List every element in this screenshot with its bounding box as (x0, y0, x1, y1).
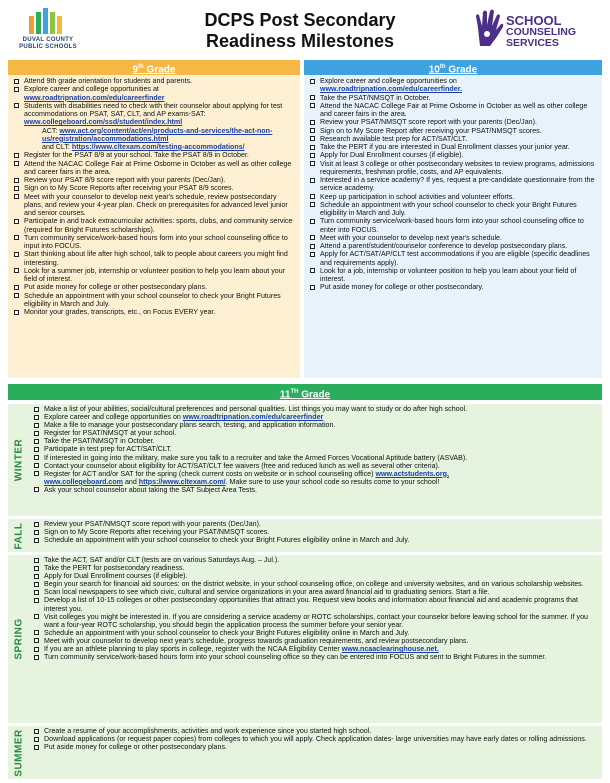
item-text: Review your PSAT/NMSQT score report with your parents (Dec/Jan). (320, 118, 537, 127)
season-label: SUMMER (13, 728, 25, 777)
item-text: Develop a list of 10-15 colleges or other postsecondary opportunities that attract you. Request view books and information about financial aid and academic programs that interest you. (44, 596, 578, 613)
logo-right-line2: COUNSELING (506, 26, 577, 38)
item-text: ACT: (42, 126, 58, 135)
item-text: Make a file to manage your postsecondary plans search, testing, and application information. (44, 421, 336, 430)
item-link[interactable]: www.act.org/content/act/en/products-and-services/the-act-non-us/registration/accommodations.html (42, 126, 273, 143)
season-spring (8, 555, 602, 723)
item-text: Apply for ACT/SAT/AP/CLT test accommodations if you are eligible (specific deadlines and requirements apply). (320, 250, 590, 267)
list-item (34, 637, 594, 645)
item-text: Participate in and track extracurricular activities: sports, clubs, and community service (required for Bright Futures scholarships). (24, 217, 293, 234)
season-label: SPRING (13, 618, 25, 660)
list-item (310, 127, 598, 135)
list-item (34, 520, 594, 528)
item-text: If you are an athlete planning to play sports in college, register with the NCAA Eligibility Center (44, 645, 340, 654)
item-text: Look for a job, internship or volunteer position to help you learn about your field of interest. (320, 266, 577, 283)
list-item (14, 292, 296, 309)
list-item (14, 77, 296, 85)
list-item (34, 629, 594, 637)
item-text: Take the PSAT/NMSQT in October. (320, 93, 431, 102)
list-item (310, 102, 598, 119)
item-text: Look for a summer job, internship or volunteer position to help you learn about your field of interest. (24, 266, 286, 283)
list-item (34, 536, 594, 544)
item-text: Explore career and college opportunities on (44, 413, 181, 422)
list-item (34, 653, 594, 661)
list-item (34, 588, 594, 596)
item-text: Attend a parent/student/counselor conference to develop postsecondary plans. (320, 242, 568, 250)
item-text: Sign on to My Score Report after receiving your PSAT/NMSQT scores. (320, 126, 542, 135)
list-item (310, 250, 598, 267)
list-item (14, 176, 296, 184)
item-text: Apply for Dual Enrollment courses (if eligible). (320, 151, 464, 160)
list-item (34, 613, 594, 629)
item-link[interactable]: https://www.cltexam.com/testing-accommodations/ (71, 143, 245, 151)
item-text: Students with disabilities need to check with their counselor about applying for test accommodations on PSAT, SAT, CLT, and AP exams-SAT: (24, 101, 283, 118)
item-text: Put aside money for college or other postsecondary. (320, 283, 484, 292)
item-text: Make a list of your abilities, social/cultural preferences and personal qualities. List things you may want to study or do after high school. (44, 405, 468, 413)
list-item (34, 429, 594, 437)
hand-icon (472, 8, 506, 48)
title-line1: DCPS Post Secondary (204, 10, 396, 30)
item-link[interactable]: www.roadtripnation.com/edu/careerfinder. (320, 85, 463, 94)
list-item (34, 454, 594, 462)
item-text: Ask your school counselor about taking the SAT Subject Area Tests. (44, 485, 257, 494)
list-item (34, 735, 594, 743)
item-text: Research available test prep for ACT/SAT/CLT. (320, 134, 468, 143)
list-item (14, 250, 296, 267)
logo-right-line1: SCHOOL (506, 13, 562, 28)
tenth-grade-panel (304, 60, 602, 378)
list-item (34, 727, 594, 735)
list-item (14, 193, 296, 218)
item-text: Explore career and college opportunities at (24, 85, 159, 94)
item-text: Attend the NACAC College Fair at Prime Osborne in October as well as other college and career fairs in the area. (320, 101, 588, 118)
item-link[interactable]: www.collegeboard.com/ssd/student/index.html (24, 118, 183, 127)
list-item (310, 160, 598, 177)
list-item (310, 193, 598, 201)
item-text: Review your PSAT 8/9 score report with your parents (Dec/Jan). (24, 176, 226, 184)
item-text: Apply for Dual Enrollment courses (if eligible). (44, 572, 188, 581)
season-label: FALL (13, 522, 25, 549)
list-item (34, 462, 594, 470)
list-item (34, 572, 594, 580)
item-text: Interested in a service academy? If yes, request a pre-candidate questionnaire from the service academy. (320, 176, 595, 193)
item-text: Create a resume of your accomplishments, activities and work experience since you started high school. (44, 727, 372, 735)
tenth-grade-list (304, 75, 602, 292)
list-item (34, 528, 594, 536)
item-text: Put aside money for college or other postsecondary plans. (44, 743, 227, 752)
season-list (34, 405, 594, 494)
season-list (34, 520, 594, 544)
logo-right-line3: SERVICES (506, 37, 559, 49)
list-item (14, 184, 296, 192)
list-item (34, 486, 594, 494)
list-item (14, 283, 296, 291)
list-item (34, 470, 594, 478)
list-item (34, 645, 594, 653)
item-text: Schedule an appointment with your school counselor to check your Bright Futures eligibility in March and July. (320, 200, 577, 217)
list-item (310, 143, 598, 151)
item-text: If interested in going into the military, make sure you talk to a recruiter and take the Armed Forces Vocational Aptitude battery (ASVAB). (44, 453, 468, 462)
season-fall (8, 519, 602, 552)
season-winter (8, 404, 602, 516)
item-text: Schedule an appointment with your school counselor to check your Bright Futures eligibility online in March and July. (44, 536, 410, 545)
logo-text-line1: DUVAL COUNTY (22, 37, 74, 43)
item-text: Turn community service/work-based hours form into your school counseling office so they can be entered into FOCUS and sent to Bright Futures in the summer. (44, 653, 547, 662)
dcps-logo (18, 6, 78, 52)
list-item (310, 234, 598, 242)
title-line2: Readiness Milestones (205, 31, 395, 51)
item-text: Register for the PSAT 8/9 at your school. Take the PSAT 8/9 in October. (24, 151, 249, 160)
item-text: Sign on to My Score Reports after receiving your PSAT/NMSQT scores. (44, 528, 270, 537)
list-item (34, 445, 594, 453)
item-text: Visit colleges you might be interested in. If you are considering a service academy or ROTC scholarships, contact your counselor before leaving school for the summer. If you want a four-year ROTC scholarship, you should begin the application process the summer before your senior year. (44, 612, 588, 629)
item-text: and (122, 477, 139, 486)
ninth-grade-panel (8, 60, 300, 378)
list-item (34, 421, 594, 429)
list-item (34, 743, 594, 751)
list-item (310, 283, 598, 291)
item-text: Take the PERT for postsecondary readiness. (44, 564, 185, 573)
season-summer (8, 726, 602, 779)
list-item (310, 217, 598, 234)
list-item (34, 580, 594, 588)
list-item (34, 405, 594, 413)
list-item (34, 437, 594, 445)
list-item (34, 478, 594, 486)
item-text: Attend the NACAC College Fair at Prime Osborne in October as well as other college and career fairs in the area. (24, 159, 292, 176)
item-link[interactable]: www.roadtripnation.com/edu/careerfinder (24, 93, 165, 102)
list-item (14, 160, 296, 177)
list-item (34, 596, 594, 612)
item-link[interactable]: www.ncaaclearinghouse.net. (341, 645, 439, 654)
season-list (34, 727, 594, 751)
list-item (14, 234, 296, 251)
list-item (14, 267, 296, 284)
item-text: . Make sure to use your school code so results come to your school! (225, 477, 440, 486)
list-item (310, 151, 598, 159)
eleventh-grade-heading: 11TH Grade (8, 384, 602, 400)
list-item (14, 127, 296, 144)
list-item (14, 102, 296, 127)
list-item (310, 201, 598, 218)
item-text: Review your PSAT/NMSQT score report with your parents (Dec/Jan). (44, 520, 261, 528)
page-title (150, 10, 450, 52)
item-text: Turn community service/work-based hours form into your school counseling office to input into FOCUS. (24, 233, 288, 250)
item-text: Turn community service/work-based hours form into your school counseling office to enter into FOCUS. (320, 217, 584, 234)
item-text: Meet with your counselor to develop next year's schedule. (320, 233, 502, 242)
school-counseling-logo (472, 6, 606, 52)
season-label: WINTER (13, 438, 25, 482)
dcps-logo-text (18, 37, 78, 51)
season-list (34, 556, 594, 661)
list-item (14, 151, 296, 159)
item-text: Take the ACT, SAT and/or CLT (tests are on various Saturdays Aug. – Jul.). (44, 556, 280, 564)
list-item (310, 135, 598, 143)
item-text: Schedule an appointment with your school counselor to check your Bright Futures eligibility in March and July. (24, 291, 281, 308)
list-item (34, 564, 594, 572)
item-text: Monitor your grades, transcripts, etc., on Focus EVERY year. (24, 308, 216, 316)
list-item (14, 143, 296, 151)
list-item (34, 556, 594, 564)
ninth-grade-list (8, 75, 300, 316)
list-item (310, 77, 598, 94)
item-link[interactable]: www.actstudents.org, (375, 469, 449, 478)
ninth-grade-heading: 9th Grade (8, 60, 300, 75)
list-item (34, 413, 594, 421)
item-text: and CLT: (42, 143, 70, 151)
item-text: Participate in test prep for ACT/SAT/CLT. (44, 445, 172, 454)
list-item (310, 242, 598, 250)
header (0, 0, 610, 56)
item-text: Explore career and college opportunities on (320, 77, 457, 85)
item-text: Register for PSAT/NMSQT at your school. (44, 429, 177, 438)
item-text: Attend 9th grade orientation for students and parents. (24, 77, 192, 85)
school-counseling-logo-text (506, 14, 606, 49)
list-item (14, 217, 296, 234)
item-text: Begin your search for financial aid sources: on the district website, in your school counseling office, on college and university websites, and on various scholarship websites. (44, 580, 584, 589)
tenth-grade-heading: 10th Grade (304, 60, 602, 75)
item-text: Keep up participation in school activities and volunteer efforts. (320, 192, 515, 201)
list-item (310, 176, 598, 193)
item-text: Take the PERT if you are interested in Dual Enrollment classes your junior year. (320, 143, 570, 151)
item-text: Schedule an appointment with your school counselor to check your Bright Futures eligibility online in March and July. (44, 628, 410, 637)
dcps-logo-icon (28, 6, 68, 34)
item-link[interactable]: www.roadtripnation.com/edu/careerfinder (182, 413, 324, 422)
list-item (310, 94, 598, 102)
item-text: Meet with your counselor to develop next year's schedule, review postsecondary plans, and review your 4-year plan. Check on prerequisites for advanced level junior and senior courses. (24, 192, 288, 217)
item-text: Scan local newspapers to see which civic, cultural and service organizations in your area award financial aid to graduating seniors. Start a file. (44, 588, 490, 597)
item-text: Take the PSAT/NMSQT in October. (44, 437, 155, 446)
item-text: Visit at least 3 college or other postsecondary websites to review programs, admissions requirements, freshman profile, costs, and AP equivalents. (320, 159, 595, 176)
item-text: Sign on to My Score Reports after receiving your PSAT 8/9 scores. (24, 184, 234, 193)
item-text: Start thinking about life after high school, talk to people about careers you might find interesting. (24, 250, 288, 267)
item-text: Meet with your counselor to develop next year's schedule, progress towards graduation requirements, and review postsecondary plans. (44, 636, 469, 645)
item-text: Put aside money for college or other postsecondary plans. (24, 283, 207, 292)
item-text: Contact your counselor about eligibility for ACT/SAT/CLT fee waivers (free and reduced lunch as well as several other criteria). (44, 461, 440, 470)
logo-text-line2: PUBLIC SCHOOLS (19, 44, 77, 50)
eleventh-grade-panel (8, 384, 602, 779)
item-link[interactable]: www.collegeboard.com (44, 477, 123, 486)
list-item (310, 267, 598, 284)
item-text: Download applications (or request paper copies) from colleges to which you will apply. Check application dates- large universities may have early dates or rolling admissions. (44, 735, 587, 744)
list-item (310, 118, 598, 126)
list-item (14, 85, 296, 102)
list-item (14, 308, 296, 316)
item-text: Register for ACT and/or SAT for the spring (check current costs on website or in school counseling office) (44, 469, 374, 478)
item-link[interactable]: https://www.cltexam.com/ (138, 477, 226, 486)
